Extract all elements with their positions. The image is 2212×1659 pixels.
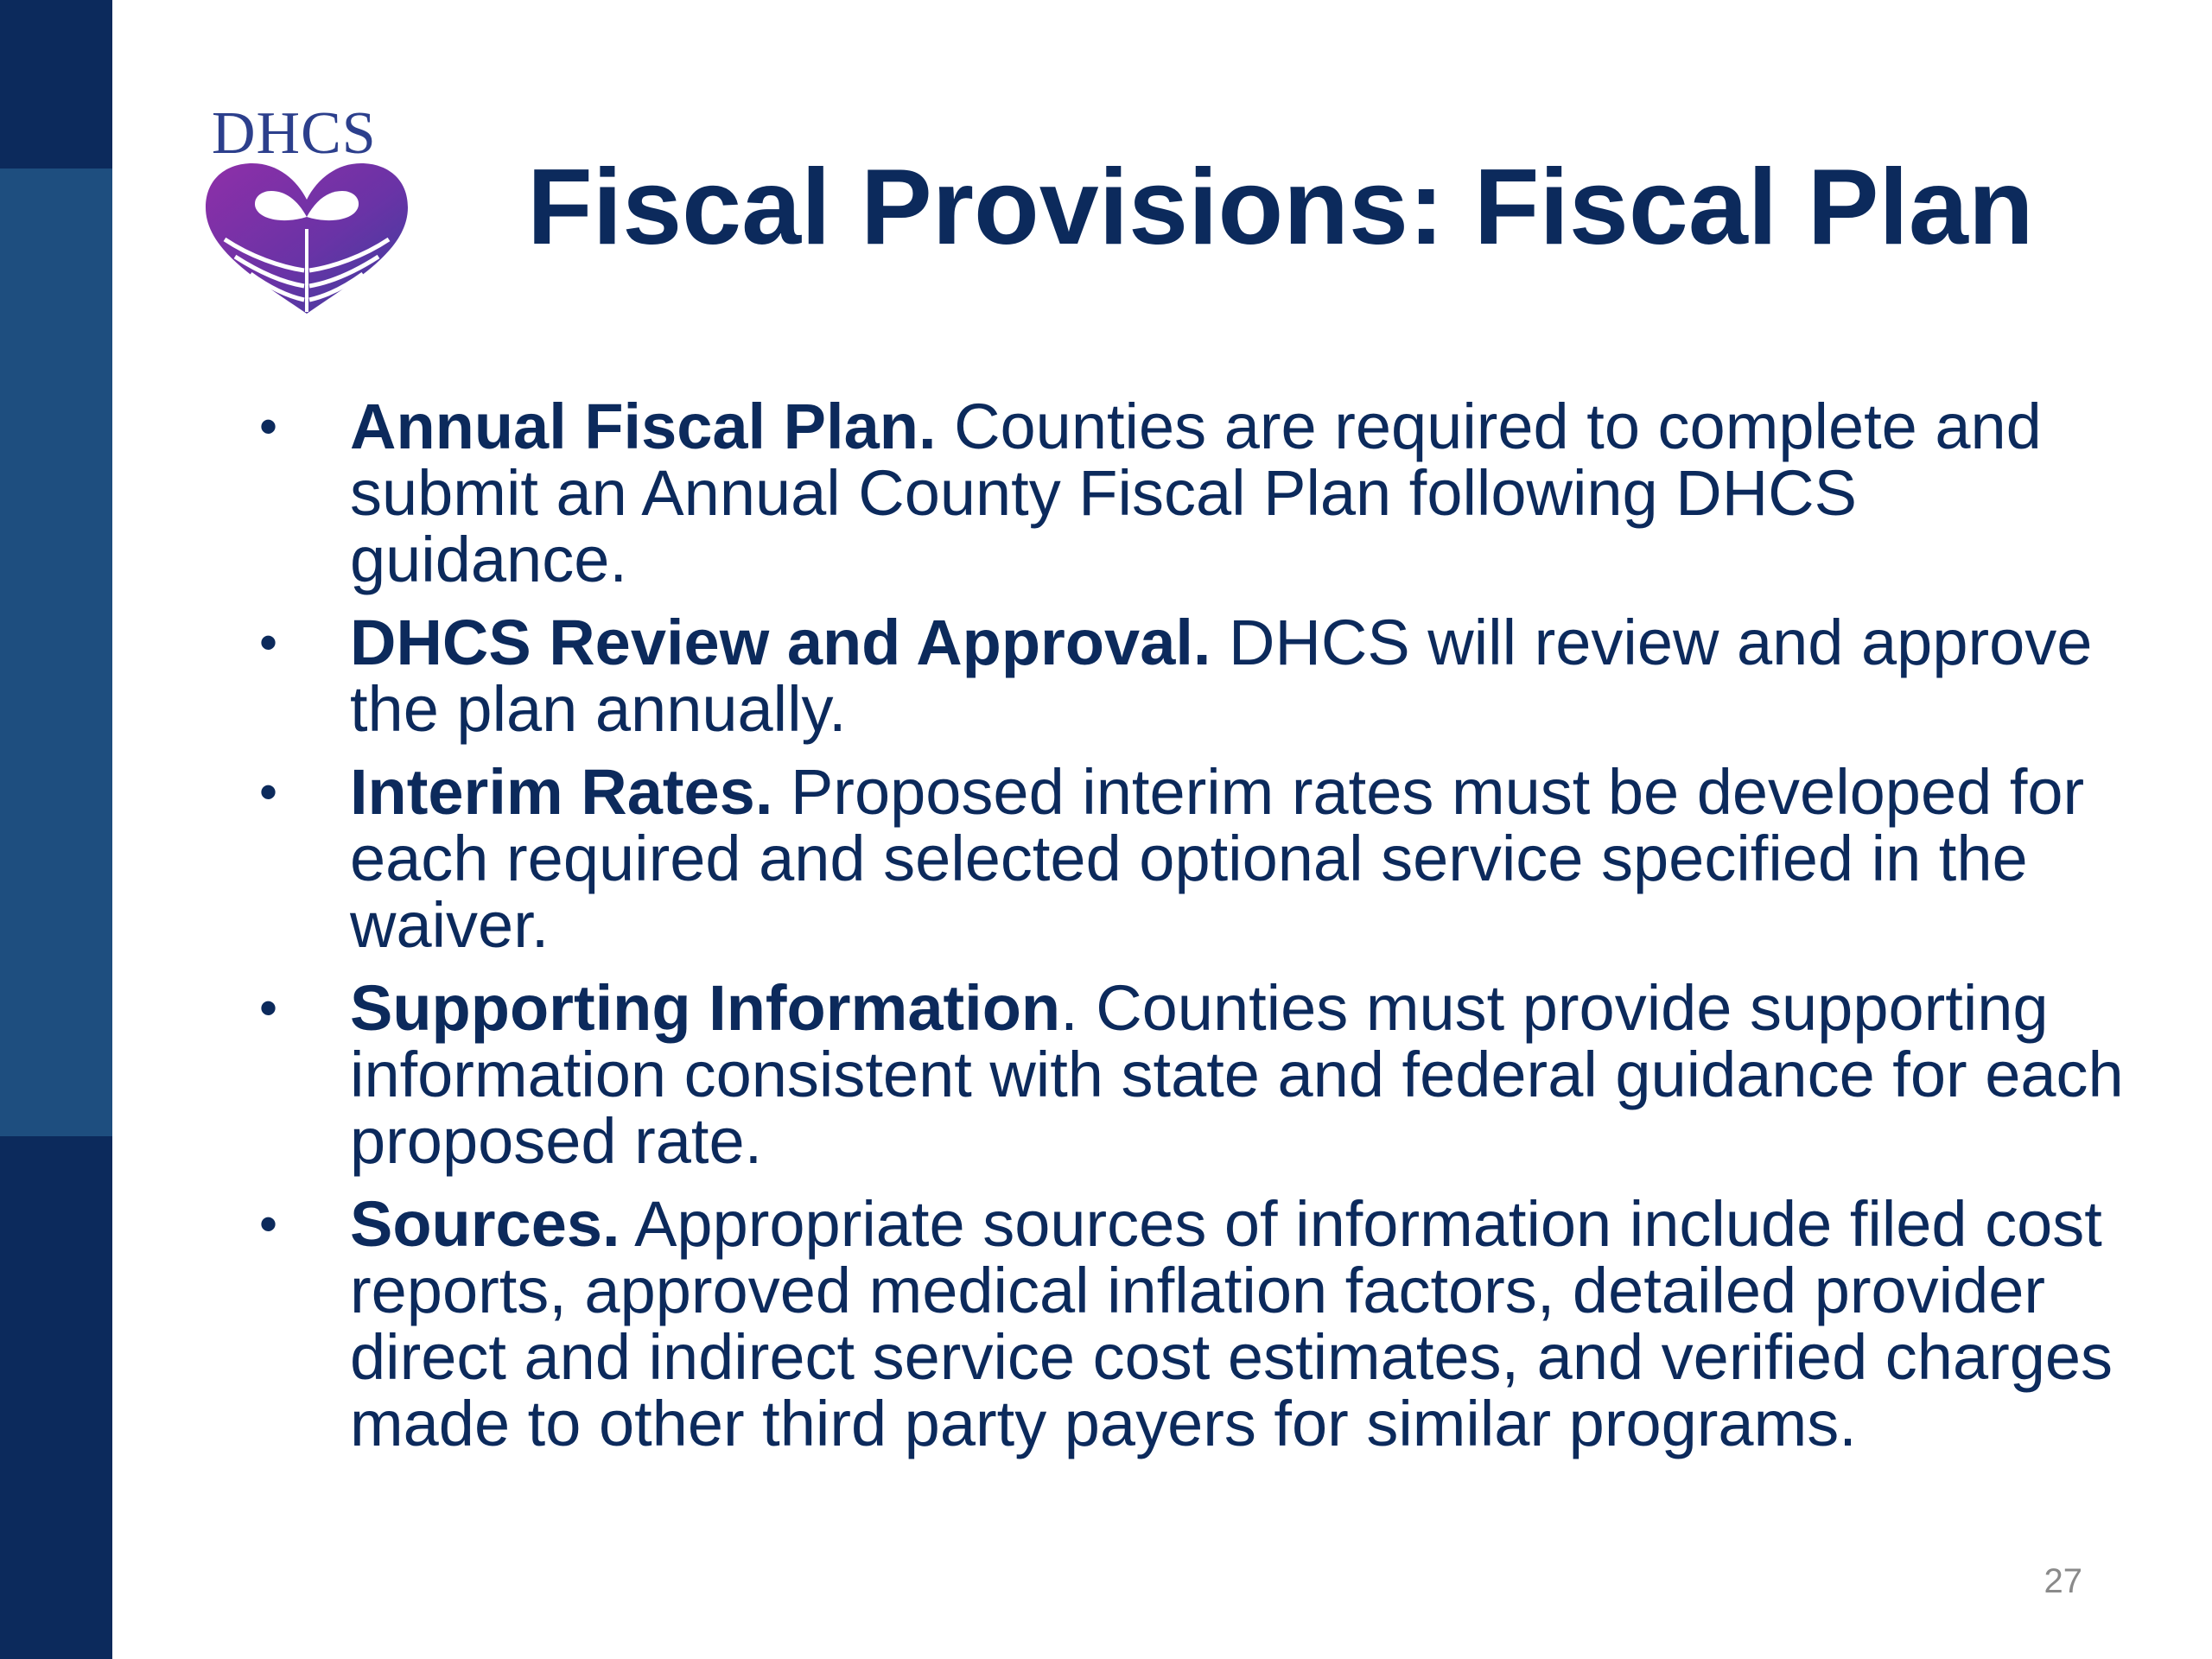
bullet-marker: • bbox=[259, 397, 278, 455]
sidebar-band-accent bbox=[0, 168, 112, 1136]
bullet-marker: • bbox=[259, 613, 278, 671]
bullet-marker: • bbox=[259, 979, 278, 1037]
bullet-heading: DHCS Review and Approval. bbox=[350, 607, 1211, 678]
bullet-item-annual-fiscal-plan bbox=[259, 393, 2126, 593]
bullet-heading: Annual Fiscal Plan. bbox=[350, 391, 937, 462]
dhcs-heart-hands-logo-icon bbox=[199, 160, 415, 315]
bullet-heading: Sources. bbox=[350, 1188, 620, 1260]
bullet-list bbox=[259, 393, 2126, 1473]
bullet-text: Appropriate sources of information include filed cost reports, approved medical inflation factors, detailed provider direct and indirect service cost estimates, and verified charges made to other third party payers for similar programs. bbox=[350, 1188, 2113, 1459]
dhcs-logo bbox=[194, 99, 419, 311]
bullet-heading: Interim Rates. bbox=[350, 756, 773, 828]
bullet-item-interim-rates bbox=[259, 756, 2126, 961]
slide-title: Fiscal Provisions: Fiscal Plan bbox=[527, 148, 2034, 267]
bullet-marker: • bbox=[259, 1195, 278, 1253]
bullet-text: Proposed interim rates must be developed for each required and selected optional service specified in the waiver. bbox=[350, 756, 2085, 961]
page-number: 27 bbox=[2044, 1562, 2082, 1600]
bullet-item-supporting-information bbox=[259, 972, 2126, 1177]
bullet-text: DHCS will review and approve the plan annually. bbox=[350, 607, 2093, 745]
bullet-item-sources bbox=[259, 1188, 2126, 1459]
bullet-text: Counties are required to complete and submit an Annual County Fiscal Plan following DHCS guidance. bbox=[350, 391, 2042, 595]
bullet-marker: • bbox=[259, 763, 278, 821]
logo-wordmark: DHCS bbox=[212, 100, 377, 167]
bullet-heading: Supporting Information bbox=[350, 972, 1061, 1044]
bullet-text: . Counties must provide supporting information consistent with state and federal guidance for each proposed rate. bbox=[350, 972, 2124, 1177]
bullet-item-review-approval bbox=[259, 607, 2126, 745]
